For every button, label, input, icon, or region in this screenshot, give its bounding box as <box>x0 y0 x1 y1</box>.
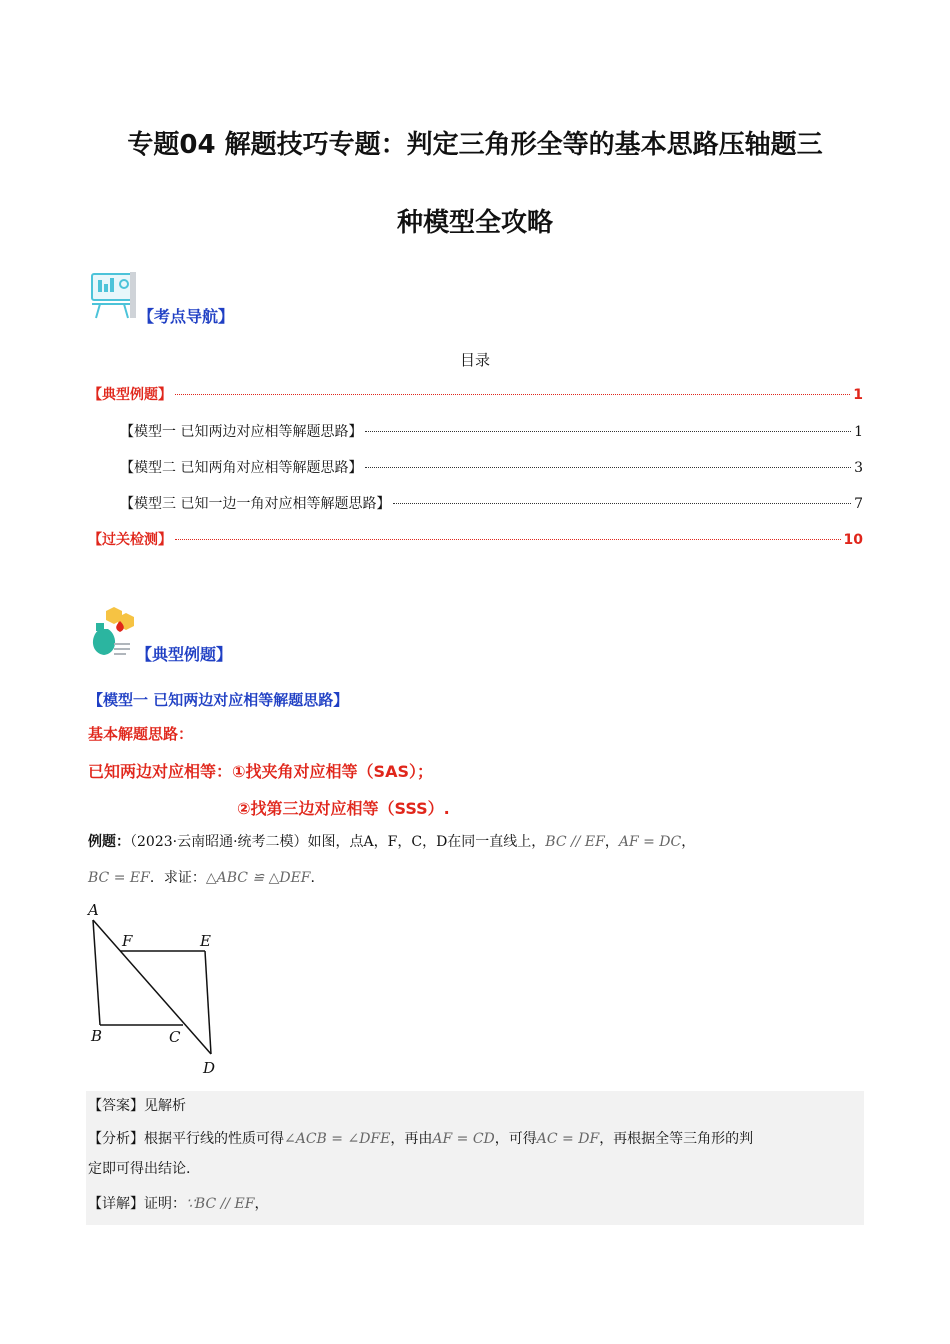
toc-entry-label: 【模型一 已知两边对应相等解题思路】 <box>120 424 363 440</box>
rule-line-1: 已知两边对应相等：①找夹角对应相等（SAS）； <box>88 762 433 781</box>
section-heading <box>90 605 390 665</box>
detail-end: ， <box>254 1196 269 1212</box>
example-end: . <box>310 870 315 886</box>
toc-entry-label: 【模型三 已知一边一角对应相等解题思路】 <box>120 496 391 512</box>
detail-text: 证明： <box>144 1196 186 1212</box>
detail-tag: 【详解】 <box>88 1196 144 1212</box>
basic-approach-label: 基本解题思路： <box>88 725 194 743</box>
answer-box <box>86 1091 864 1225</box>
example-text: ．求证： <box>149 870 206 886</box>
separator: ， <box>681 834 696 850</box>
toc-dot-leader <box>365 431 851 432</box>
formula: AF = CD <box>432 1131 495 1147</box>
answer-text: 见解析 <box>144 1098 186 1114</box>
formula: ∠ACB = ∠DFE <box>284 1131 391 1147</box>
formula: BC // EF <box>545 834 605 850</box>
label-A: A <box>88 901 99 919</box>
toc-entry-label: 【典型例题】 <box>88 387 172 403</box>
toc-entry-page: 1 <box>853 387 863 403</box>
nav-label: 【考点导航】 <box>138 307 235 326</box>
page-title-line-2: 种模型全攻略 <box>396 208 553 238</box>
model-heading: 【模型一 已知两边对应相等解题思路】 <box>88 691 349 709</box>
example-text: （2023·云南昭通·统考二模）如图，点A，F，C，D在同一直线上， <box>130 834 546 850</box>
toc-entry-page: 7 <box>854 496 863 512</box>
toc-entry[interactable] <box>120 421 863 441</box>
rule-line-2: ②找第三边对应相等（SSS）. <box>237 799 450 818</box>
toc-title: 目录 <box>459 351 490 369</box>
toc-entry-label: 【过关检测】 <box>88 532 172 548</box>
page-title-line-1: 专题04 解题技巧专题：判定三角形全等的基本思路压轴题三 <box>127 130 823 160</box>
toc-entry-page: 3 <box>854 460 863 476</box>
toc-entry-page: 10 <box>843 532 863 548</box>
analysis-line-2 <box>88 1159 190 1179</box>
nav-heading <box>90 268 390 324</box>
analysis-text: ，可得 <box>494 1131 537 1147</box>
toc-entry[interactable] <box>120 493 863 513</box>
chemistry-flask-icon <box>90 605 136 659</box>
formula: AC = DF <box>536 1131 600 1147</box>
toc-entry-label: 【模型二 已知两角对应相等解题思路】 <box>120 460 363 476</box>
geometry-figure <box>82 898 232 1080</box>
toc-dot-leader <box>365 467 851 468</box>
example-line-2 <box>88 868 315 888</box>
segment-AB <box>93 920 100 1025</box>
analysis-line-1 <box>88 1129 753 1149</box>
example-label: 例题： <box>88 834 130 850</box>
example-line-1 <box>88 832 695 852</box>
segment-ED <box>205 951 211 1054</box>
label-E: E <box>200 932 211 950</box>
presentation-board-icon <box>90 268 138 320</box>
toc-dot-leader <box>175 539 841 540</box>
formula: AF = DC <box>618 834 682 850</box>
detail-line <box>88 1194 268 1214</box>
analysis-text: ，再由 <box>390 1131 433 1147</box>
answer-tag: 【答案】 <box>88 1098 144 1114</box>
toc-entry[interactable] <box>88 529 863 549</box>
toc-entry-page: 1 <box>854 424 863 440</box>
formula: ∵BC // EF <box>186 1196 255 1212</box>
toc-entry[interactable] <box>88 384 863 404</box>
formula: △ABC ≌ △DEF <box>205 870 311 886</box>
analysis-tag: 【分析】 <box>88 1131 144 1147</box>
analysis-text: ，再根据全等三角形的判 <box>599 1131 754 1147</box>
formula: BC = EF <box>88 870 150 886</box>
line-AD <box>93 920 211 1054</box>
label-B: B <box>91 1027 103 1045</box>
toc-dot-leader <box>393 503 851 504</box>
separator: ， <box>604 834 619 850</box>
label-D: D <box>203 1059 216 1077</box>
label-C: C <box>169 1028 181 1046</box>
section-label: 【典型例题】 <box>136 645 233 664</box>
answer-line <box>88 1096 186 1116</box>
toc-dot-leader <box>175 394 850 395</box>
analysis-text: 定即可得出结论. <box>88 1161 191 1177</box>
label-F: F <box>122 932 133 950</box>
toc-entry[interactable] <box>120 457 863 477</box>
figure-lines <box>93 920 211 1054</box>
analysis-text: 根据平行线的性质可得 <box>144 1131 284 1147</box>
